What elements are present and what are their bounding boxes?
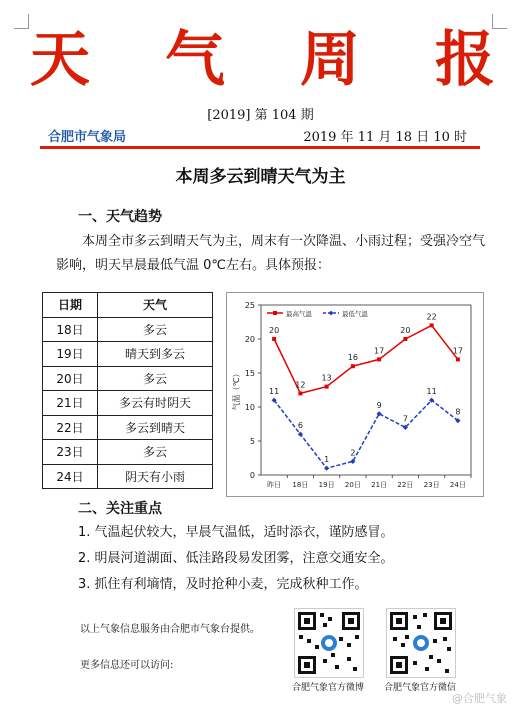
- headline: 本周多云到晴天气为主: [175, 167, 346, 187]
- footer-visit-text: 更多信息还可以访问:: [80, 660, 174, 671]
- data-label: 22: [426, 312, 437, 322]
- data-point: [430, 323, 434, 327]
- table-cell-date: 24日: [43, 464, 98, 489]
- section1-paragraph: 本周全市多云到晴天气为主，周末有一次降温、小雨过程；受强冷空气影响，明天早晨最低气温 0℃左右。具体预报：: [56, 234, 486, 273]
- y-tick-label: 10: [244, 403, 255, 412]
- table-cell-date: 20日: [43, 366, 98, 391]
- data-label: 17: [374, 346, 385, 356]
- data-label: 1: [324, 455, 330, 465]
- data-label: 11: [426, 387, 437, 397]
- data-point: [403, 337, 407, 341]
- table-row: [43, 391, 213, 416]
- y-tick-label: 20: [244, 335, 255, 344]
- table-cell-date: 22日: [43, 415, 98, 440]
- data-label: 7: [402, 414, 408, 424]
- table-cell-weather: 多云到晴天: [98, 415, 213, 440]
- wechat-qr-code[interactable]: [386, 608, 456, 678]
- masthead-title: [30, 20, 495, 100]
- table-cell-weather: 阴天有小雨: [98, 464, 213, 489]
- footer-provider-text: 以上气象信息服务由合肥市气象台提供。: [80, 624, 260, 635]
- issue-datetime: 2019 年 11 月 18 日 10 时: [303, 130, 467, 145]
- legend-label: 最高气温: [286, 310, 312, 318]
- table-row: [43, 342, 213, 367]
- data-point: [456, 357, 460, 361]
- data-label: 2: [350, 448, 356, 458]
- issue-number: [2019] 第 104 期: [207, 108, 314, 123]
- legend-label: 最低气温: [342, 310, 368, 318]
- table-cell-weather: 多云有时阴天: [98, 391, 213, 416]
- data-point: [377, 357, 381, 361]
- masthead-char: 气: [165, 25, 225, 95]
- section2-title: 二、关注重点: [78, 501, 162, 517]
- temperature-chart: [226, 292, 484, 497]
- data-point: [325, 385, 329, 389]
- list-item: 2. 明晨河道湖面、低洼路段易发团雾，注意交通安全。: [78, 551, 394, 566]
- x-tick-label: 昨日: [267, 481, 282, 489]
- y-tick-label: 15: [244, 369, 255, 378]
- data-point: [298, 391, 302, 395]
- table-cell-weather: 多云: [98, 440, 213, 465]
- y-tick-label: 0: [249, 471, 255, 480]
- data-label: 16: [347, 353, 358, 363]
- temperature-chart-svg: [227, 293, 483, 496]
- wechat-qr-caption: 合肥气象官方微信: [383, 683, 456, 693]
- x-tick-label: 20日: [344, 481, 361, 489]
- section1-title: 一、天气趋势: [78, 209, 162, 225]
- table-row: [43, 317, 213, 342]
- x-tick-label: 18日: [292, 481, 309, 489]
- x-tick-label: 23日: [423, 481, 440, 489]
- table-header: 日期: [43, 293, 98, 318]
- data-label: 11: [269, 387, 280, 397]
- data-label: 12: [295, 380, 306, 390]
- data-point: [351, 364, 355, 368]
- y-tick-label: 25: [244, 301, 255, 310]
- table-cell-date: 21日: [43, 391, 98, 416]
- table-cell-weather: 多云: [98, 366, 213, 391]
- weibo-watermark: @合肥气象: [452, 692, 507, 705]
- table-row: [43, 366, 213, 391]
- data-label: 17: [452, 346, 463, 356]
- table-cell-date: 23日: [43, 440, 98, 465]
- x-tick-label: 21日: [371, 481, 388, 489]
- agency-name: 合肥市气象局: [48, 130, 127, 145]
- table-row: [43, 464, 213, 489]
- focus-list: [78, 520, 394, 598]
- data-label: 20: [269, 326, 280, 335]
- masthead-char: 周: [300, 25, 360, 95]
- table-cell-date: 18日: [43, 317, 98, 342]
- data-label: 6: [297, 421, 303, 431]
- table-header: 天气: [98, 293, 213, 318]
- data-label: 8: [455, 407, 461, 417]
- x-tick-label: 22日: [397, 481, 414, 489]
- y-tick-label: 5: [249, 437, 255, 446]
- list-item: 1. 气温起伏较大，早晨气温低，适时添衣，谨防感冒。: [78, 525, 394, 540]
- data-label: 9: [376, 400, 382, 410]
- table-header-row: [43, 293, 213, 318]
- data-label: 20: [400, 326, 411, 335]
- table-cell-weather: 晴天到多云: [98, 342, 213, 367]
- y-axis-label: 气温（℃）: [232, 369, 241, 411]
- x-tick-label: 19日: [318, 481, 335, 489]
- legend-marker: [329, 311, 334, 316]
- masthead-char: 天: [30, 25, 90, 95]
- qr-pattern-icon: [295, 609, 363, 677]
- table-row: [43, 440, 213, 465]
- table-cell-weather: 多云: [98, 317, 213, 342]
- table-row: [43, 415, 213, 440]
- legend-marker: [273, 311, 277, 315]
- weibo-qr-caption: 合肥气象官方微博: [291, 683, 364, 693]
- qr-pattern-icon: [387, 609, 455, 677]
- data-label: 13: [321, 373, 332, 383]
- masthead-char: 报: [435, 25, 495, 95]
- data-point: [272, 337, 276, 341]
- corner-mark-left: [14, 14, 29, 29]
- data-point: [324, 466, 329, 471]
- x-tick-label: 24日: [449, 481, 466, 489]
- forecast-table: [42, 292, 213, 489]
- weibo-qr-code[interactable]: [294, 608, 364, 678]
- plot-area-frame: [261, 305, 471, 475]
- list-item: 3. 抓住有利墒情，及时抢种小麦，完成秋种工作。: [78, 577, 368, 592]
- table-cell-date: 19日: [43, 342, 98, 367]
- header-divider: [40, 146, 480, 149]
